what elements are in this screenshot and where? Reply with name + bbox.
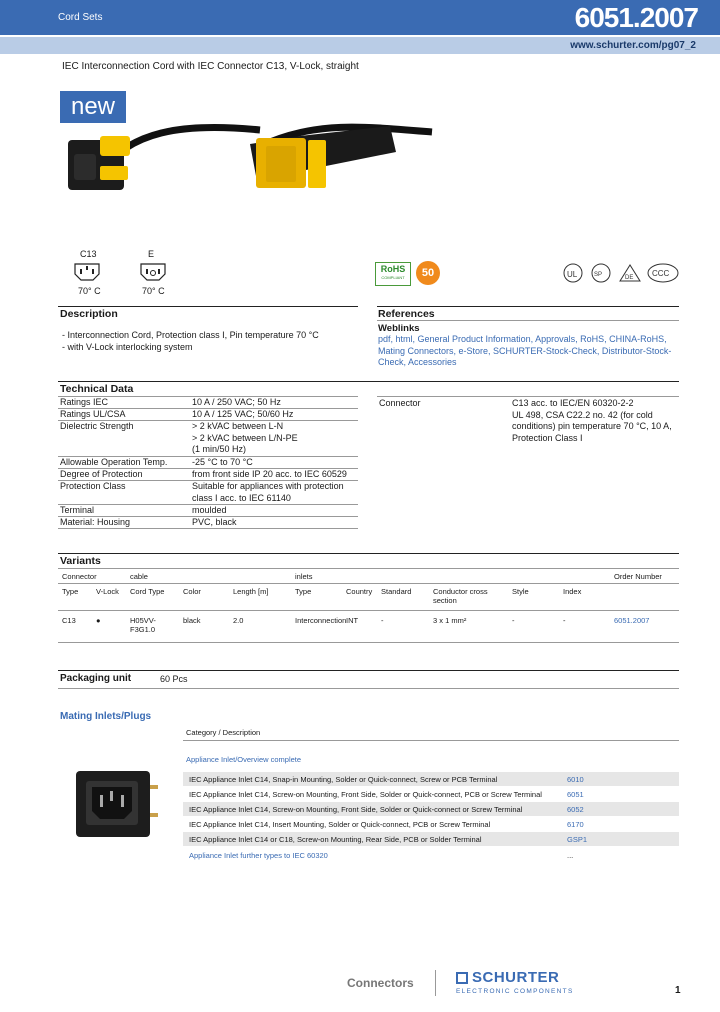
col-color: Color [183,587,201,596]
svg-text:SP: SP [594,272,603,278]
earthed-plug-icon [138,261,168,283]
website-link[interactable]: www.schurter.com/pg07_2 [570,40,696,51]
connector-value: C13 acc. to IEC/EN 60320-2-2 UL 498, CSA C22.2 no. 42 (for cold conditions) pin temperature 70 °C, 10 A, Protection Class I [512,398,672,443]
symbol-c13-label: C13 [80,249,97,259]
csa-mark-icon [592,264,610,282]
mating-row[interactable] [183,772,679,786]
description-line: - Interconnection Cord, Protection class I, Pin temperature 70 °C [62,330,319,340]
mating-number-link[interactable]: GSP1 [567,835,588,844]
tech-value: -25 °C to 70 °C [192,457,253,467]
cell-length: 2.0 [233,616,244,625]
col-inlet-type: Type [295,587,312,596]
col-standard: Standard [381,587,412,596]
mating-number-link[interactable]: 6051 [567,790,584,799]
divider [58,553,679,554]
cell-type: C13 [62,616,76,625]
more-types-link[interactable]: Appliance Inlet further types to IEC 60320 [189,851,328,860]
mating-description: IEC Appliance Inlet C14, Screw-on Mounting, Front Side, Solder or Quick-connect or Screw Terminal [189,805,523,814]
schurter-logo-icon [456,972,468,984]
description-line: - with V-Lock interlocking system [62,342,193,352]
group-order: Order Number [614,572,662,581]
mating-description: IEC Appliance Inlet C14 or C18, Screw-on Mounting, Rear Side, PCB or Solder Terminal [189,835,482,844]
mating-heading: Mating Inlets/Plugs [60,711,152,722]
approval-marks [562,262,680,284]
cell-conductor: 3 x 1 mm² [433,616,467,625]
tech-value: 10 A / 125 VAC; 50/60 Hz [192,409,294,419]
cell-index: - [563,616,566,625]
tech-key: Terminal [60,505,95,515]
col-conductor: Conductor cross section [433,587,488,605]
url-bar [0,37,720,54]
part-number: 6051.2007 [574,2,698,33]
divider [58,610,679,611]
divider [58,381,679,382]
tech-key: Material: Housing [60,517,131,527]
tech-key: Protection Class [60,481,126,491]
more-types-number: ... [567,851,574,860]
divider [183,740,679,741]
variants-heading: Variants [60,555,101,567]
rohs-compliant: COMPLIANT [381,275,405,280]
mating-description: IEC Appliance Inlet C14, Screw-on Mounting, Front Side, Solder or Quick-connect, PCB or Screw Terminal [189,790,542,799]
tech-value: > 2 kVAC between L-N > 2 kVAC between L/N-PE (1 min/50 Hz) [192,421,298,454]
rohs-text: RoHS [380,264,406,274]
mating-number-link[interactable]: 6010 [567,775,584,784]
mating-row[interactable] [183,802,679,816]
brand-name: SCHURTER [472,969,560,986]
cell-style: - [512,616,515,625]
mating-description: IEC Appliance Inlet C14, Insert Mounting, Solder or Quick-connect, PCB or Screw Terminal [189,820,491,829]
cell-inlet-type: Interconnection [295,616,347,625]
packaging-label: Packaging unit [60,673,132,684]
divider [58,306,358,307]
de-mark-icon [620,265,640,281]
divider [58,642,679,643]
symbol-e-temp: 70° C [142,286,165,296]
divider [58,583,679,584]
china-rohs-50-icon: 50 [416,261,440,285]
c13-connector-right [250,126,396,188]
group-connector: Connector [62,572,97,581]
weblinks-heading: Weblinks [378,323,420,334]
divider [58,688,679,689]
footer-divider [435,970,436,996]
connector-label: Connector [379,398,421,408]
col-index: Index [563,587,582,596]
page-number: 1 [675,985,681,996]
tech-value: moulded [192,505,227,515]
divider [377,306,679,307]
cell-cordtype: H05VV-F3G1.0 [130,616,156,634]
col-style: Style [512,587,529,596]
c13-socket-icon [72,261,102,283]
symbol-e-label: E [148,249,155,259]
group-cable: cable [130,572,148,581]
tech-value: PVC, black [192,517,237,527]
col-vlock: V-Lock [96,587,119,596]
col-length: Length [m] [233,587,269,596]
divider [377,396,679,397]
rohs-logo [375,262,411,286]
tech-key: Dielectric Strength [60,421,134,431]
cell-color: black [183,616,201,625]
tech-value: from front side IP 20 acc. to IEC 60529 [192,469,347,479]
product-photo [60,112,440,204]
weblinks-list[interactable]: pdf, html, General Product Information, Approvals, RoHS, CHINA-RoHS, Mating Connectors, e-Store, SCHURTER-Stock-Check, Distributor-Stock-Check, Accessories [378,334,672,367]
technical-heading: Technical Data [60,383,134,395]
tech-key: Allowable Operation Temp. [60,457,168,467]
footer-section: Connectors [347,976,414,990]
svg-text:CCC: CCC [652,269,670,278]
col-type: Type [62,587,79,596]
cell-vlock: ● [96,616,101,625]
mating-row[interactable] [183,787,679,801]
symbol-c13-temp: 70° C [78,286,101,296]
col-cordtype: Cord Type [130,587,165,596]
mating-col-header: Category / Description [186,728,261,737]
col-country: Country [346,587,373,596]
new-badge: new [60,91,126,123]
packaging-value: 60 Pcs [160,674,188,684]
tech-value: Suitable for appliances with protection class I acc. to IEC 61140 [192,481,344,503]
tech-key: Ratings UL/CSA [60,409,126,419]
mating-row[interactable] [183,832,679,846]
divider [58,568,679,569]
ccc-mark-icon [648,264,678,282]
mating-row[interactable] [183,817,679,831]
divider [377,320,679,321]
svg-text:DE: DE [625,275,634,281]
description-heading: Description [60,308,118,320]
order-number-link[interactable]: 6051.2007 [614,616,650,625]
references-heading: References [378,308,435,320]
cell-standard: - [381,616,384,625]
divider [58,528,358,529]
mating-inlet-photo [72,765,162,843]
c13-connector-left [68,136,130,190]
cell-country: INT [346,616,359,625]
tech-key: Degree of Protection [60,469,143,479]
mating-number-link[interactable]: 6052 [567,805,584,814]
mating-number-link[interactable]: 6170 [567,820,584,829]
group-inlets: inlets [295,572,313,581]
ul-mark-icon [564,264,582,282]
brand-sub: ELECTRONIC COMPONENTS [456,988,574,995]
overview-link[interactable]: Appliance Inlet/Overview complete [186,755,302,764]
divider [58,670,679,671]
svg-text:UL: UL [567,270,578,279]
tech-key: Ratings IEC [60,397,109,407]
product-subtitle: IEC Interconnection Cord with IEC Connector C13, V-Lock, straight [62,61,359,72]
header-bar [0,0,720,35]
tech-value: 10 A / 250 VAC; 50 Hz [192,397,281,407]
mating-description: IEC Appliance Inlet C14, Snap-in Mounting, Solder or Quick-connect, Screw or PCB Terminal [189,775,498,784]
category-title: Cord Sets [58,12,103,23]
